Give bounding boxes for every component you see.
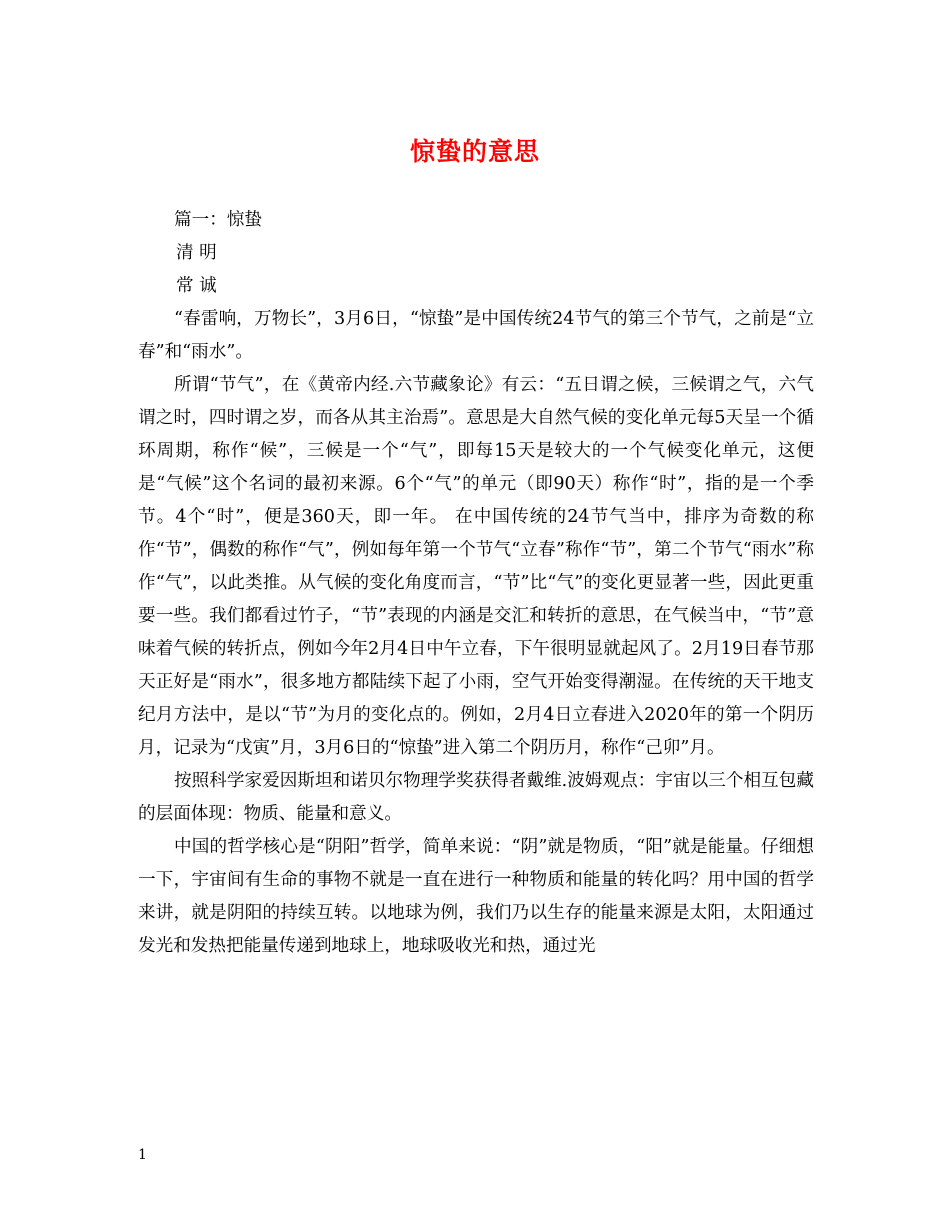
paragraph-yin-yang: 中国的哲学核心是“阴阳”哲学，简单来说：“阴”就是物质，“阳”就是能量。仔细想一下，宇宙间有生命的事物不就是一直在进行一种物质和能量的转化吗？用中国的哲学来讲，就是阴阳的持续互转。以地球为例，我们乃以生存的能量来源是太阳，太阳通过发光和发热把能量传递到地球上，地球吸收光和热，通过光: [138, 837, 814, 956]
section-heading: 篇一：惊蛰: [174, 210, 262, 230]
author-line: 常 诚: [176, 276, 217, 296]
document-body: [138, 204, 814, 963]
subtitle-line: 清 明: [176, 243, 217, 263]
paragraph-physics: 按照科学家爱因斯坦和诺贝尔物理学奖获得者戴维.波姆观点：宇宙以三个相互包藏的层面体现：物质、能量和意义。: [138, 771, 814, 824]
paragraph-solar-terms: 所谓“节气”，在《黄帝内经.六节藏象论》有云：“五日谓之候，三候谓之气，六气谓之时，四时谓之岁，而各从其主治焉”。意思是大自然气候的变化单元每5天呈一个循环周期，称作“候”，三候是一个“气”，即每15天是较大的一个气候变化单元，这便是“气候”这个名词的最初来源。6个“气”的单元（即90天）称作“时”，指的是一个季节。4个“时”，便是360天，即一年。 在中国传统的24节气当中，排序为奇数的称作“节”，偶数的称作“气”，例如每年第一个节气“立春”称作“节”，第二个节气“雨水”称作“气”，以此类推。从气候的变化角度而言，“节”比“气”的变化更显著一些，因此更重要一些。我们都看过竹子，“节”表现的内涵是交汇和转折的意思，在气候当中，“节”意味着气候的转折点，例如今年2月4日中午立春，下午很明显就起风了。2月19日春节那天正好是“雨水”，很多地方都陆续下起了小雨，空气开始变得潮湿。在传统的天干地支纪月方法中，是以“节”为月的变化点的。例如，2月4日立春进入2020年的第一个阴历月，记录为“戊寅”月，3月6日的“惊蛰”进入第二个阴历月，称作“己卯”月。: [138, 375, 814, 758]
page-number: 1: [138, 1147, 147, 1163]
document-title: 惊蛰的意思: [409, 137, 540, 166]
paragraph-intro: “春雷响，万物长”，3月6日，“惊蛰”是中国传统24节气的第三个节气，之前是“立春”和“雨水”。: [138, 309, 814, 362]
